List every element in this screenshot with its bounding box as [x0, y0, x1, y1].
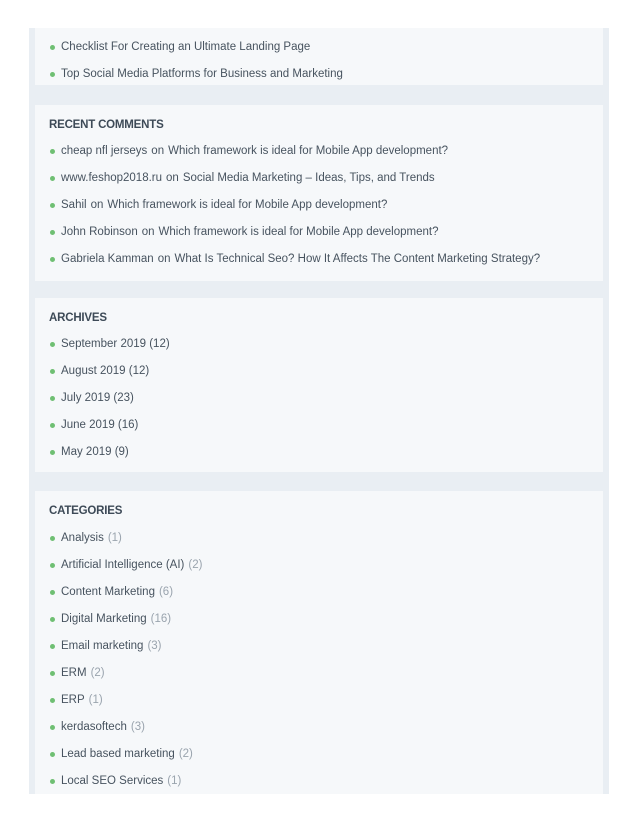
- comment-post-link[interactable]: Which framework is ideal for Mobile App development?: [107, 199, 388, 211]
- bullet-icon: [50, 752, 55, 757]
- comment-author[interactable]: www.feshop2018.ru: [61, 172, 163, 184]
- recent-posts-list: [49, 39, 593, 93]
- sidebar: [29, 28, 609, 794]
- list-item[interactable]: [49, 336, 593, 363]
- list-item: [49, 251, 593, 278]
- archive-link[interactable]: June 2019 (16): [61, 419, 139, 431]
- widget-title: CATEGORIES: [49, 505, 123, 517]
- bullet-icon: [50, 563, 55, 568]
- list-item[interactable]: [49, 773, 593, 794]
- comment-on: on: [141, 226, 155, 238]
- category-link[interactable]: Lead based marketing: [61, 748, 175, 760]
- recent-comments-list: [49, 143, 593, 278]
- list-item[interactable]: [49, 39, 593, 66]
- category-link[interactable]: Email marketing: [61, 640, 144, 652]
- category-count: (1): [167, 775, 182, 787]
- archive-link[interactable]: July 2019 (23): [61, 392, 134, 404]
- bullet-icon: [50, 536, 55, 541]
- category-count: (2): [90, 667, 105, 679]
- bullet-icon: [50, 176, 55, 181]
- bullet-icon: [50, 779, 55, 784]
- comment-on: on: [151, 145, 165, 157]
- category-link[interactable]: Analysis: [61, 532, 104, 544]
- category-link[interactable]: Artificial Intelligence (AI): [61, 559, 185, 571]
- list-item[interactable]: [49, 66, 593, 93]
- post-link[interactable]: Checklist For Creating an Ultimate Landing Page: [61, 41, 311, 53]
- categories-widget: [35, 491, 603, 794]
- archives-widget: [35, 298, 603, 472]
- comment-post-link[interactable]: Social Media Marketing – Ideas, Tips, and Trends: [182, 172, 435, 184]
- list-item: [49, 224, 593, 251]
- category-link[interactable]: kerdasoftech: [61, 721, 127, 733]
- archives-list: [49, 336, 593, 471]
- bullet-icon: [50, 450, 55, 455]
- category-count: (16): [150, 613, 172, 625]
- archive-link[interactable]: September 2019 (12): [61, 338, 170, 350]
- archive-link[interactable]: May 2019 (9): [61, 446, 129, 458]
- list-item: [49, 170, 593, 197]
- categories-list: [49, 530, 593, 794]
- list-item[interactable]: [49, 417, 593, 444]
- list-item[interactable]: [49, 665, 593, 692]
- list-item[interactable]: [49, 363, 593, 390]
- comment-on: on: [90, 199, 104, 211]
- bullet-icon: [50, 396, 55, 401]
- comment-author: John Robinson: [61, 226, 138, 238]
- bullet-icon: [50, 257, 55, 262]
- comment-post-link[interactable]: Which framework is ideal for Mobile App development?: [168, 145, 449, 157]
- bullet-icon: [50, 342, 55, 347]
- comment-author: Gabriela Kamman: [61, 253, 154, 265]
- category-count: (3): [147, 640, 162, 652]
- bullet-icon: [50, 698, 55, 703]
- bullet-icon: [50, 369, 55, 374]
- category-count: (2): [188, 559, 203, 571]
- bullet-icon: [50, 72, 55, 77]
- category-link[interactable]: Local SEO Services: [61, 775, 164, 787]
- bullet-icon: [50, 230, 55, 235]
- list-item[interactable]: [49, 692, 593, 719]
- archive-link[interactable]: August 2019 (12): [61, 365, 150, 377]
- recent-comments-widget: [35, 105, 603, 281]
- category-count: (1): [107, 532, 122, 544]
- category-link[interactable]: ERM: [61, 667, 87, 679]
- list-item[interactable]: [49, 530, 593, 557]
- widget-title: RECENT COMMENTS: [49, 119, 164, 131]
- list-item[interactable]: [49, 638, 593, 665]
- widget-title: ARCHIVES: [49, 312, 107, 324]
- list-item[interactable]: [49, 746, 593, 773]
- bullet-icon: [50, 671, 55, 676]
- list-item[interactable]: [49, 444, 593, 471]
- category-link[interactable]: Content Marketing: [61, 586, 155, 598]
- post-link[interactable]: Top Social Media Platforms for Business and Marketing: [61, 68, 343, 80]
- comment-author[interactable]: cheap nfl jerseys: [61, 145, 148, 157]
- list-item[interactable]: [49, 611, 593, 638]
- comment-post-link[interactable]: Which framework is ideal for Mobile App development?: [158, 226, 439, 238]
- category-count: (6): [158, 586, 174, 598]
- list-item: [49, 143, 593, 170]
- bullet-icon: [50, 149, 55, 154]
- bullet-icon: [50, 203, 55, 208]
- bullet-icon: [50, 725, 55, 730]
- bullet-icon: [50, 644, 55, 649]
- bullet-icon: [50, 617, 55, 622]
- recent-posts-widget: [35, 28, 603, 85]
- list-item[interactable]: [49, 719, 593, 746]
- category-link[interactable]: Digital Marketing: [61, 613, 147, 625]
- list-item: [49, 197, 593, 224]
- bullet-icon: [50, 590, 55, 595]
- category-count: (1): [88, 694, 103, 706]
- comment-on: on: [157, 253, 171, 265]
- category-count: (3): [130, 721, 145, 733]
- comment-on: on: [166, 172, 179, 184]
- comment-post-link[interactable]: What Is Technical Seo? How It Affects The Content Marketing Strategy?: [174, 253, 541, 265]
- bullet-icon: [50, 45, 55, 50]
- category-count: (2): [178, 748, 193, 760]
- comment-author: Sahil: [61, 199, 87, 211]
- category-link[interactable]: ERP: [61, 694, 85, 706]
- list-item[interactable]: [49, 390, 593, 417]
- bullet-icon: [50, 423, 55, 428]
- list-item[interactable]: [49, 584, 593, 611]
- list-item[interactable]: [49, 557, 593, 584]
